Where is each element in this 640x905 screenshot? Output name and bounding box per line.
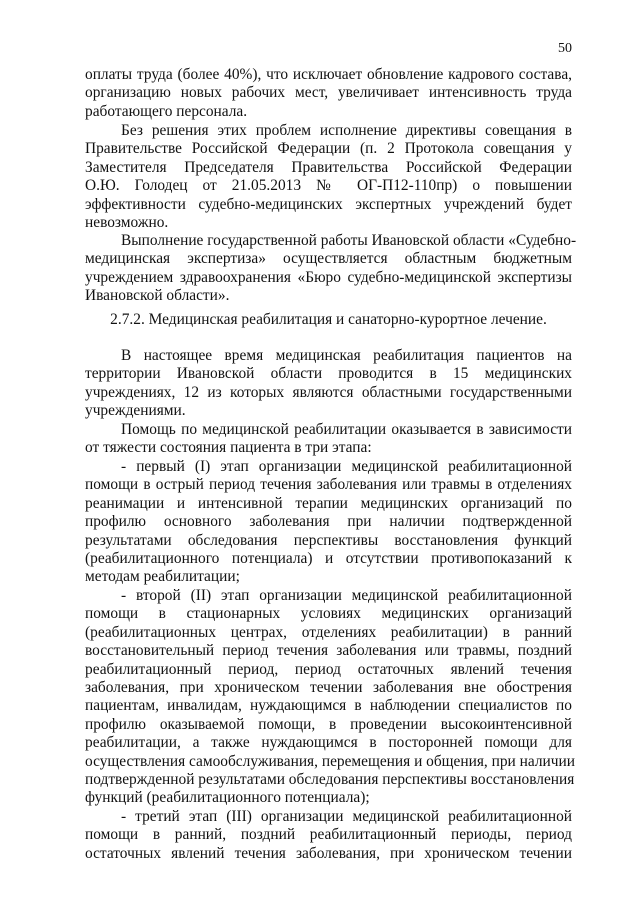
text-line: (реабилитационного потенциала) и отсутствии противопоказаний к (85, 549, 572, 567)
text-line: помощи в острый период течения заболевания или травмы в отделениях (85, 476, 572, 494)
text-line: работающего персонала. (85, 102, 248, 120)
text-line: остаточных явлений течения заболевания, при хроническом течении (85, 844, 572, 862)
text-line: профилю оказываемой помощи, в проведении высокоинтенсивной (85, 715, 572, 733)
text-line: Помощь по медицинской реабилитации оказывается в зависимости (121, 421, 572, 438)
paragraph-directive (85, 122, 572, 232)
text-line: помощи в ранний, поздний реабилитационный периоды, период (85, 826, 572, 844)
paragraph-state-work (85, 232, 577, 306)
text-line: Правительстве Российской Федерации (п. 2 Протокола совещания у (85, 140, 572, 158)
text-line: пациентам, инвалидам, нуждающимся в наблюдении специалистов по (85, 697, 572, 715)
text-line: Ивановской области». (85, 287, 230, 305)
text-line: помощи в стационарных условиях медицинских организаций (85, 605, 572, 623)
text-line: подтвержденной результатами обследования перспективы восстановления (85, 770, 575, 788)
text-line: реанимации и интенсивной терапии медицинских организаций по (85, 494, 572, 512)
text-line: результатами обследования перспективы восстановления функций (85, 531, 572, 549)
list-item-stage-3 (85, 808, 572, 863)
text-line: Выполнение государственной работы Ивановской области «Судебно- (121, 232, 577, 249)
text-line: невозможно. (85, 213, 169, 231)
text-line: эффективности судебно-медицинских экспертных учреждений будет (85, 195, 572, 213)
paragraph-stages-intro (85, 421, 572, 458)
text-line: профилю основного заболевания при наличии подтвержденной (85, 513, 572, 531)
text-line: - третий этап (III) организации медицинской реабилитационной (121, 808, 572, 825)
text-line: Заместителя Председателя Правительства Российской Федерации (85, 158, 572, 176)
text-line: (реабилитационных центрах, отделениях реабилитации) в ранний (85, 623, 572, 641)
text-line: функций (реабилитационного потенциала); (85, 789, 370, 807)
text-line: заболевания, при хроническом течении заболевания вне обострения (85, 678, 572, 696)
list-item-stage-1 (85, 458, 572, 587)
text-line: учреждением здравоохранения «Бюро судебно-медицинской экспертизы (85, 268, 572, 286)
text-line: реабилитационный период, период остаточных явлений течения (85, 660, 572, 678)
text-line: организацию новых рабочих мест, увеличивает интенсивность труда (85, 84, 572, 102)
page-number: 50 (558, 41, 572, 56)
text-line: осуществления самообслуживания, перемещения и общения, при наличии (85, 752, 575, 770)
text-line: реабилитации, а также нуждающимся в посторонней помощи для (85, 734, 572, 752)
section-heading: 2.7.2. Медицинская реабилитация и санаторно-курортное лечение. (110, 311, 547, 328)
text-line: методам реабилитации; (85, 568, 240, 586)
text-line: медицинская экспертиза» осуществляется областным бюджетным (85, 250, 572, 268)
text-line: - первый (I) этап организации медицинской реабилитационной (121, 458, 572, 475)
text-line: учреждениями. (85, 402, 186, 420)
text-line: О.Ю. Голодец от 21.05.2013 № ОГ-П12-110пр) о повышении (85, 177, 572, 195)
text-line: учреждениях, 12 из которых являются областными государственными (85, 383, 572, 401)
list-item-stage-2 (85, 587, 575, 808)
text-line: - второй (II) этап организации медицинской реабилитационной (121, 587, 572, 604)
text-line: оплаты труда (более 40%), что исключает обновление кадрового состава, (85, 66, 572, 83)
paragraph-labor-pay (85, 66, 572, 121)
text-line: от тяжести состояния пациента в три этапа: (85, 439, 372, 457)
text-line: восстановительный период течения заболевания или травмы, поздний (85, 642, 572, 660)
text-line: Без решения этих проблем исполнение директивы совещания в (121, 122, 572, 139)
text-line: В настоящее время медицинская реабилитация пациентов на (121, 347, 572, 364)
text-line: территории Ивановской области проводится в 15 медицинских (85, 365, 572, 383)
paragraph-rehab-intro (85, 347, 572, 421)
